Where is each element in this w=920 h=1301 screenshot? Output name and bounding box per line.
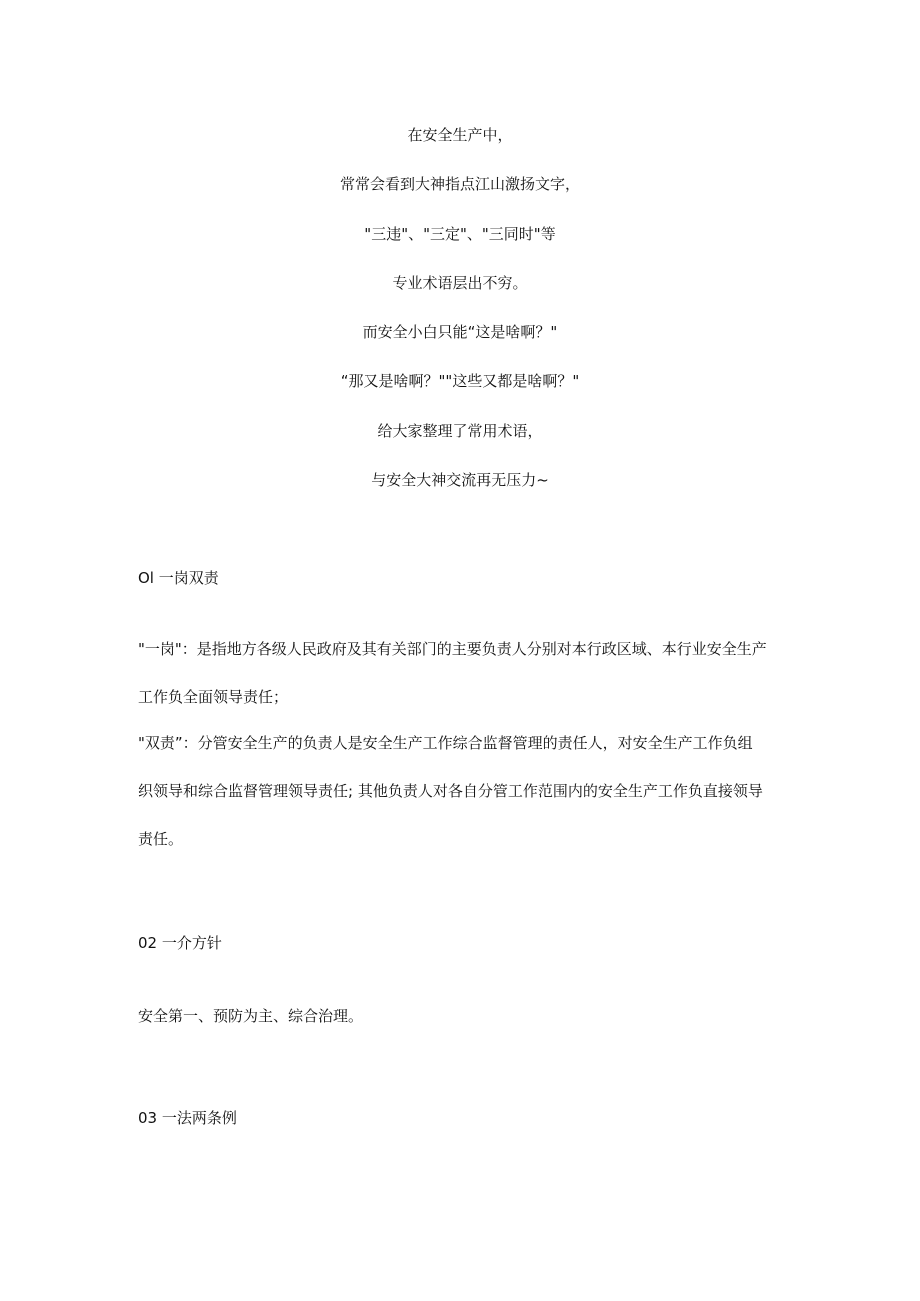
intro-line: 常常会看到大神指点江山激扬文字， [339, 175, 580, 194]
section-heading-01: Ol 一岗双责 [138, 569, 219, 587]
section-01-paragraph [138, 637, 783, 875]
intro-line: 专业术语层出不穷。 [392, 273, 528, 292]
section-02-paragraph: 安全第一、预防为主、综合治理。 [138, 1007, 364, 1025]
intro-line: “那又是啥啊？""这些又都是啥啊？" [340, 372, 580, 391]
intro-line: 给大家整理了常用术语， [377, 421, 543, 440]
paragraph-line: "一岗"：是指地方各级人民政府及其有关部门的主要负责人分别对本行政区域、本行业安全生产 [138, 640, 767, 658]
paragraph-line: 工作负全面领导责任； [138, 688, 289, 706]
intro-line: 与安全大神交流再无压力~ [371, 471, 549, 490]
paragraph-line: 责任。 [138, 830, 184, 848]
section-heading-03: 03 一法两条例 [138, 1109, 237, 1127]
intro-line: "三违"、"三定"、"三同时"等 [364, 224, 556, 243]
section-heading-02: 02 一介方针 [138, 934, 222, 952]
intro-block [0, 122, 920, 516]
paragraph-line: 织领导和综合监督管理领导责任; 其他负责人对各自分管工作范围内的安全生产工作负直接领导 [138, 782, 763, 800]
intro-line: 在安全生产中， [407, 126, 513, 144]
paragraph-line: "双责”：分管安全生产的负责人是安全生产工作综合监督管理的责任人，对安全生产工作负组 [138, 734, 753, 752]
intro-line: 而安全小白只能“这是啥啊？" [362, 323, 558, 342]
